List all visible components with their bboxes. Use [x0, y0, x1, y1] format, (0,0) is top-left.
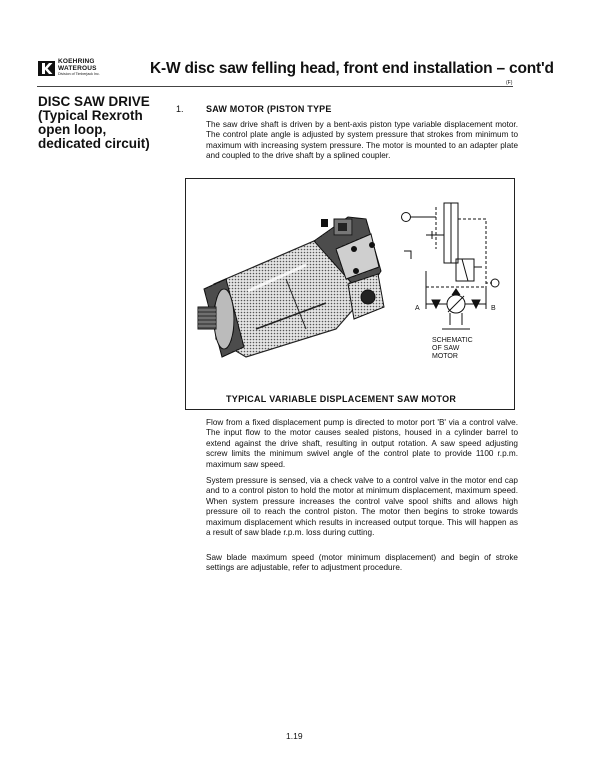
figure-caption: TYPICAL VARIABLE DISPLACEMENT SAW MOTOR — [226, 394, 457, 404]
section-number: 1. — [176, 104, 184, 114]
figure-frame — [185, 178, 515, 410]
port-a-label: A — [415, 305, 420, 312]
company-logo-text — [58, 59, 97, 72]
section-title: SAW MOTOR (PISTON TYPE — [206, 104, 332, 114]
paragraph-settings: Saw blade maximum speed (motor minimum displacement) and begin of stroke settings are adjustable, refer to adjustment procedure. — [206, 553, 518, 573]
page-title: K-W disc saw felling head, front end installation – cont'd — [150, 60, 554, 77]
port-b-label: B — [491, 305, 496, 312]
logo-line-1: KOEHRING — [58, 58, 95, 65]
logo-k-icon — [38, 61, 55, 76]
gauge-port-icon — [402, 213, 411, 222]
paragraph-pressure: System pressure is sensed, via a check valve to a control valve in the motor end cap and to a control piston to hold the motor at minimum displacement, maximum speed. When system pressure increases the control valve spool shifts and allows high pressure oil to reach the control piston. The motor then begins to stroke towards maximum displacement which results in increased output torque. This will happen as a result of saw blade r.p.m. loss during cutting. — [206, 476, 518, 538]
page-number: 1.19 — [286, 731, 303, 741]
paragraph-intro: The saw drive shaft is driven by a bent-axis piston type variable displacement motor. The control plate angle is adjusted by system pressure that strokes from minimum to maximum with increasing system pressure. The motor is mounted to an adapter plate and coupled to the drive shaft by a splined coupler. — [206, 120, 518, 161]
schematic-caption-line: MOTOR — [432, 353, 458, 360]
saw-motor-illustration — [186, 179, 513, 408]
sidebar-heading-line: open loop, — [38, 122, 107, 137]
logo-line-2: WATEROUS — [58, 64, 97, 72]
schematic-caption-line: SCHEMATIC — [432, 337, 473, 344]
header-divider — [37, 86, 513, 87]
drain-port-icon — [491, 279, 499, 287]
company-logo-mark — [38, 61, 55, 76]
paragraph-flow: Flow from a fixed displacement pump is directed to motor port 'B' via a control valve. The input flow to the motor causes sealed pistons, housed in a cylinder barrel to extend against the drive shaft, resulting in output rotation. A saw speed adjusting screw limits the minimum swivel angle of the control plate to provide 1100 r.p.m. maximum saw speed. — [206, 418, 518, 469]
sidebar-heading-line: DISC SAW DRIVE — [38, 94, 150, 109]
schematic-caption — [432, 337, 473, 361]
sidebar-heading-line: (Typical Rexroth — [38, 108, 143, 123]
sidebar-heading-line: dedicated circuit) — [38, 136, 150, 151]
schematic-caption-line: OF SAW — [432, 345, 460, 352]
revision-mark: (F) — [506, 80, 513, 86]
logo-subtitle: Division of Timberjack Inc. — [58, 72, 100, 76]
sidebar-heading — [38, 95, 173, 151]
motor-photo — [198, 217, 384, 357]
